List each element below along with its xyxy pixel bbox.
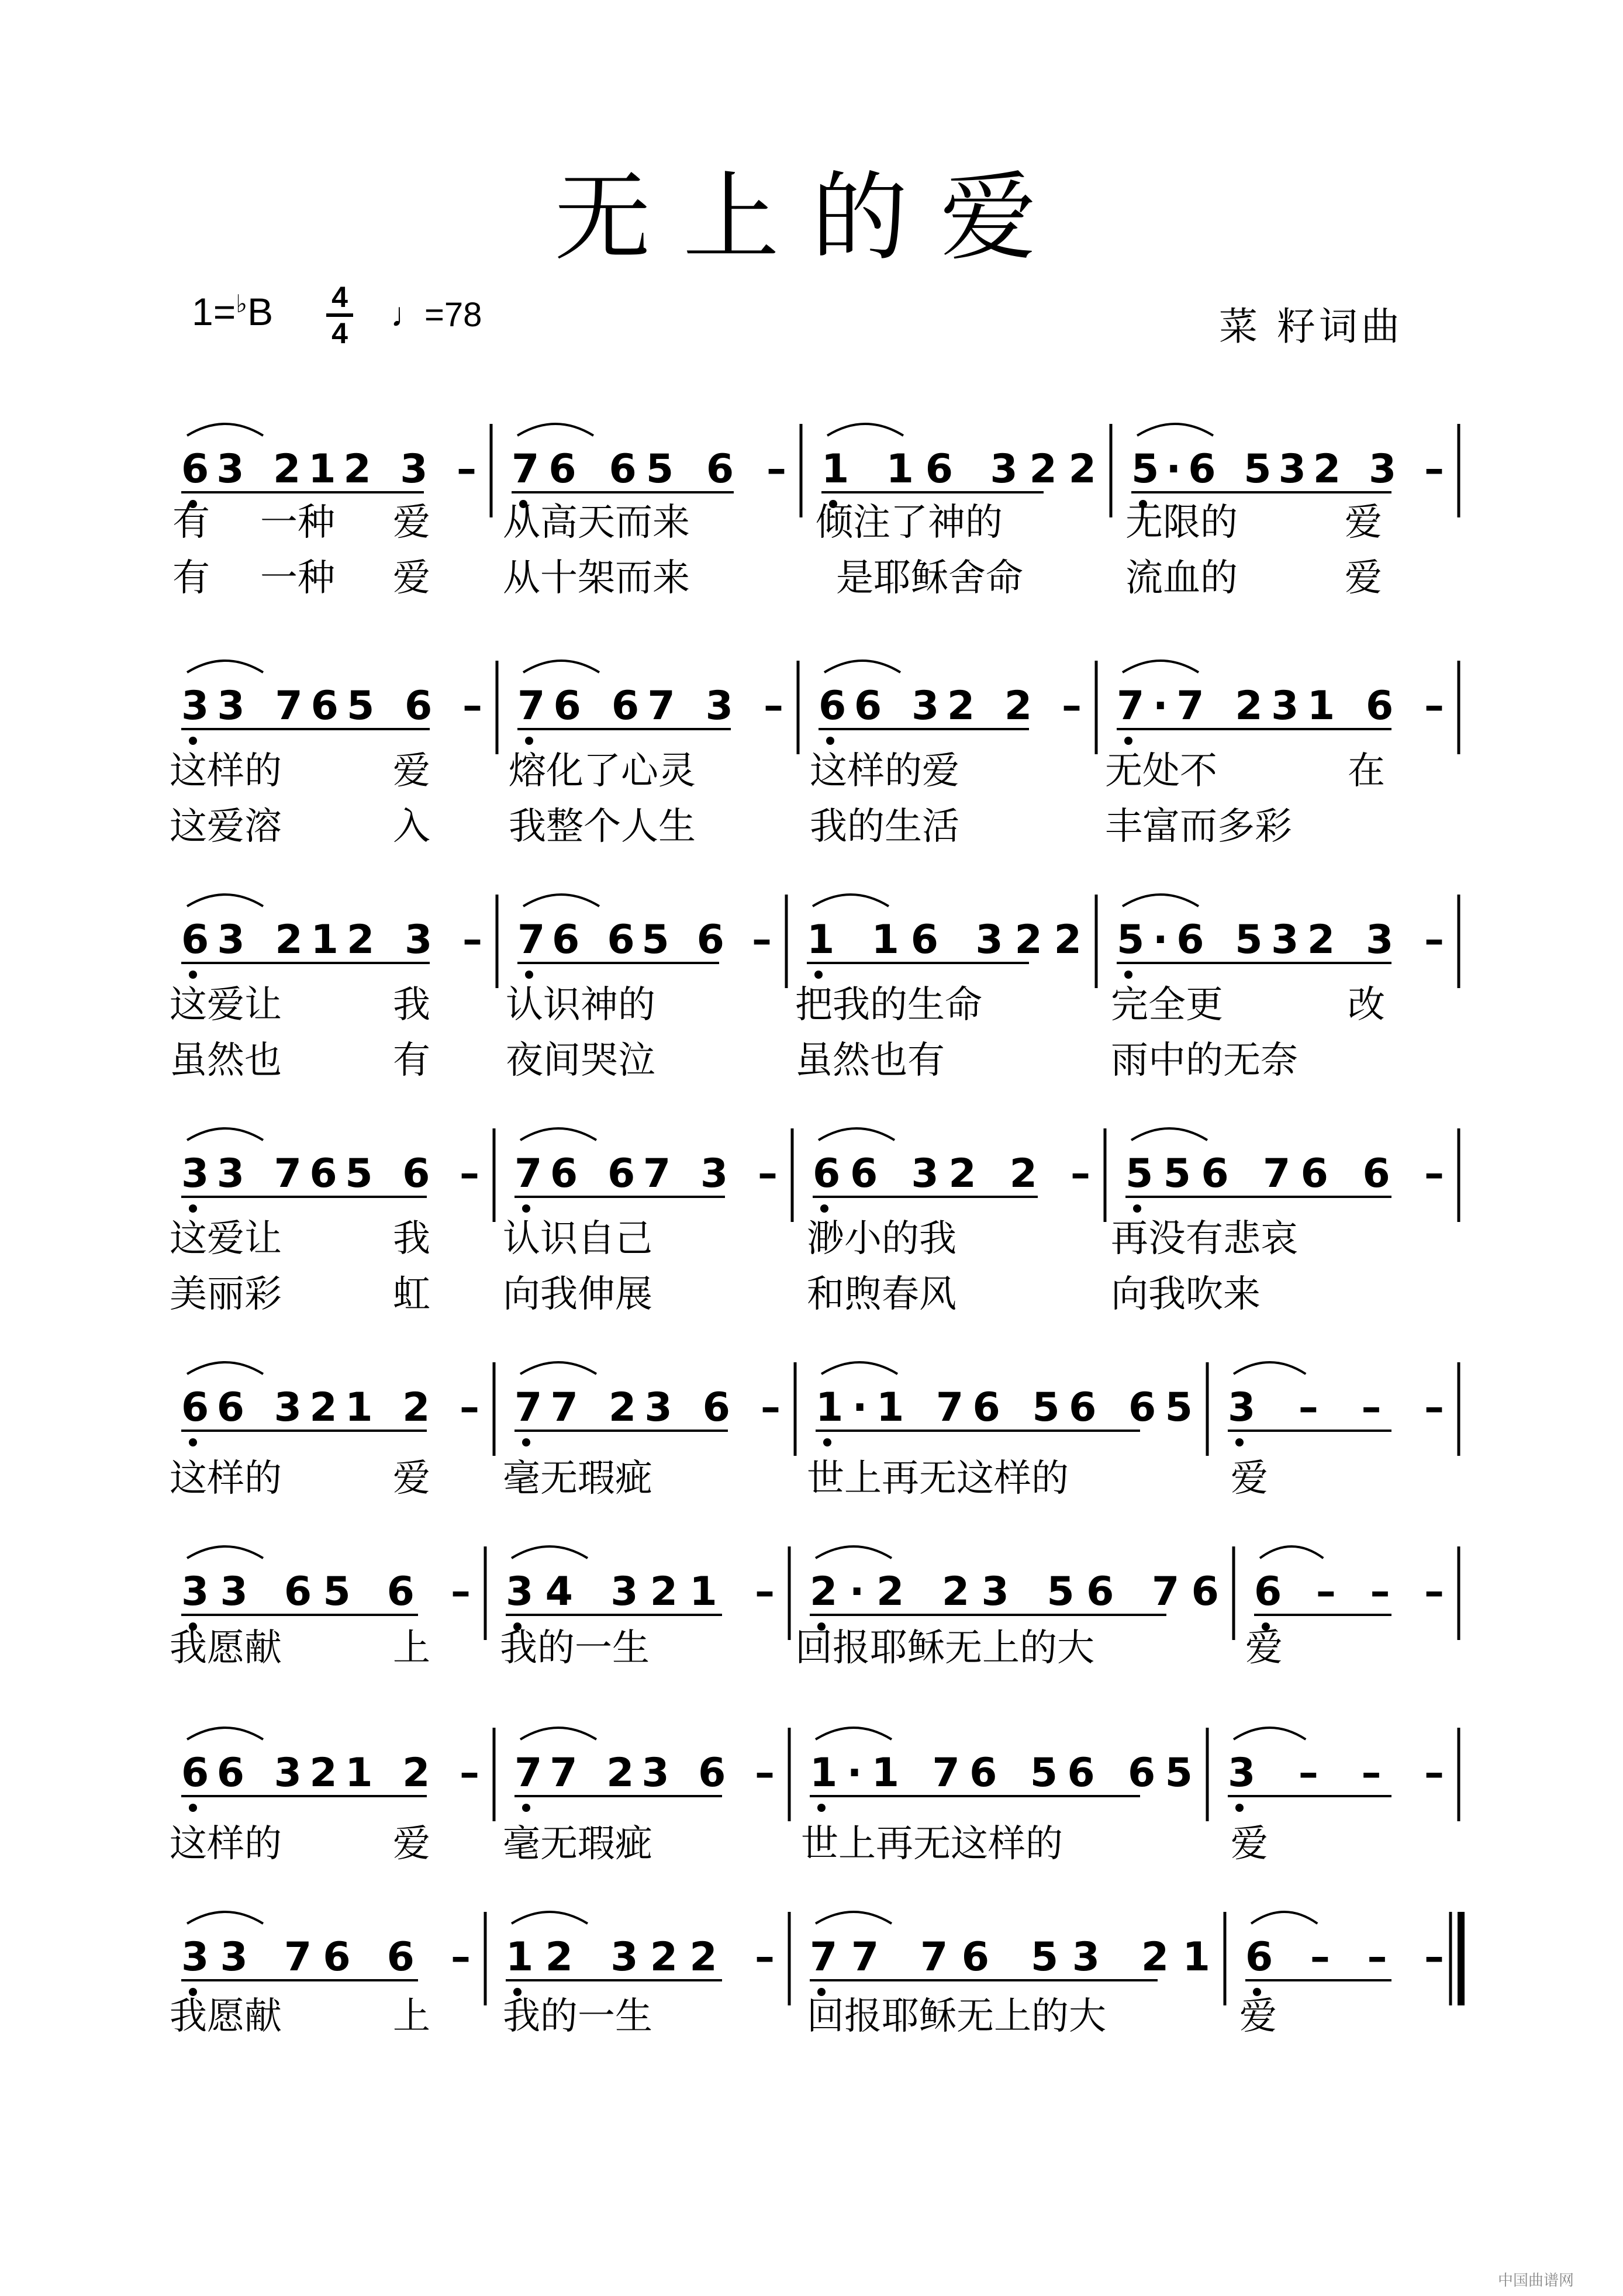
lyric-word: 有 (172, 557, 210, 600)
slur-arc (813, 895, 889, 906)
slur-arc (821, 1362, 897, 1374)
lyric-word: 向我吹来 (1111, 1273, 1261, 1316)
time-signature-top: 4 (331, 281, 348, 313)
lyric-word: 我愿献 (170, 1995, 282, 2038)
lyric-word: 倾注了神的 (816, 501, 1003, 544)
lyric-word: 是耶稣舍命 (836, 557, 1023, 600)
slur-arc (1131, 1128, 1207, 1140)
lyric-word: 爱 (393, 501, 430, 544)
octave-dot (823, 1438, 831, 1446)
octave-dot (525, 971, 533, 979)
lyric-word: 爱 (1345, 557, 1382, 600)
measure-notes: 76 67 3 – (514, 1151, 778, 1197)
octave-dot (525, 737, 533, 745)
key-note: B (247, 290, 274, 333)
octave-dot (189, 971, 197, 979)
lyric-word: 世上再无这样的 (801, 1822, 1063, 1866)
lyric-word: 这样的 (170, 1822, 282, 1866)
slur-arc (523, 895, 599, 906)
slur-arc (187, 1728, 263, 1739)
lyric-word: 我的一生 (500, 1627, 650, 1670)
lyric-word: 雨中的无奈 (1111, 1039, 1298, 1082)
slur-arc (512, 1912, 588, 1924)
measure-notes: 12 322 – (506, 1934, 775, 1980)
lyric-word: 爱 (1245, 1627, 1283, 1670)
slur-arc (187, 424, 263, 436)
measure-notes: 66 32 2 – (819, 683, 1082, 729)
lyric-word: 认识自己 (503, 1217, 652, 1261)
lyric-word: 虽然也有 (795, 1039, 945, 1082)
measure-notes: 66 321 2 – (181, 1750, 479, 1796)
lyric-word: 无处不 (1105, 750, 1217, 793)
lyric-word: 这样的爱 (810, 750, 959, 793)
lyric-word: 我 (393, 983, 430, 1027)
tempo-marking: ♩=78 (391, 296, 482, 334)
octave-dot (1124, 971, 1132, 979)
measure-notes: 34 321 – (506, 1569, 775, 1615)
measure-notes: 33 765 6 – (181, 1151, 479, 1197)
measure-notes: 76 67 3 – (517, 683, 783, 729)
octave-dot (189, 1438, 197, 1446)
measure-notes: 77 76 53 21 (810, 1934, 1210, 1980)
slur-arc (187, 1362, 263, 1374)
slur-arc (187, 1128, 263, 1140)
octave-dot (1235, 1438, 1244, 1446)
lyric-word: 爱 (1345, 501, 1382, 544)
slur-arc (819, 1128, 895, 1140)
measure-notes: 3 – – – (1228, 1384, 1444, 1431)
lyric-word: 夜间哭泣 (506, 1039, 655, 1082)
measure-notes: 1 16 322 (821, 446, 1096, 492)
measure-notes: 66 32 2 – (813, 1151, 1090, 1197)
lyric-word: 上 (393, 1995, 430, 2038)
slur-arc (187, 895, 263, 906)
slur-arc (517, 424, 593, 436)
slur-arc (187, 1546, 263, 1558)
measure-notes: 1·1 76 56 65 (810, 1750, 1193, 1796)
lyric-word: 毫无瑕疵 (503, 1822, 652, 1866)
octave-dot (189, 1204, 197, 1213)
slur-arc (816, 1728, 892, 1739)
lyric-word: 这样的 (170, 1457, 282, 1500)
lyric-word: 回报耶稣无上的大 (795, 1627, 1094, 1670)
lyric-word: 我愿献 (170, 1627, 282, 1670)
octave-dot (1133, 1204, 1141, 1213)
measure-notes: 7·7 231 6 – (1117, 683, 1444, 729)
octave-dot (189, 737, 197, 745)
octave-dot (1124, 737, 1132, 745)
slur-arc (1123, 895, 1199, 906)
lyric-word: 从十架而来 (503, 557, 690, 600)
measure-notes: 1·1 76 56 65 (816, 1384, 1193, 1431)
lyric-word: 一种 (260, 501, 335, 544)
composer-credit: 菜 籽词曲 (1219, 304, 1403, 349)
lyric-word: 爱 (393, 1457, 430, 1500)
octave-dot (826, 737, 834, 745)
measure-notes: 3 – – – (1228, 1750, 1444, 1796)
lyric-word: 我的生活 (810, 805, 959, 848)
lyric-word: 我 (393, 1217, 430, 1261)
watermark: 中国曲谱网 (1498, 2272, 1574, 2290)
measure-notes: 76 65 6 – (517, 917, 772, 963)
measure-notes: 63 212 3 – (181, 446, 476, 492)
octave-dot (820, 1204, 828, 1213)
slur-arc (1234, 1362, 1306, 1374)
lyric-word: 一种 (260, 557, 335, 600)
slur-arc (1137, 424, 1213, 436)
lyric-word: 渺小的我 (807, 1217, 956, 1261)
slur-arc (1260, 1546, 1323, 1558)
slur-arc (827, 424, 903, 436)
lyric-word: 从高天而来 (503, 501, 690, 544)
slur-arc (520, 1362, 596, 1374)
lyric-word: 虽然也 (170, 1039, 282, 1082)
slur-arc (1123, 661, 1199, 672)
lyric-word: 入 (393, 805, 430, 848)
measure-notes: 6 – – – (1254, 1569, 1444, 1615)
lyric-word: 我整个人生 (509, 805, 696, 848)
slur-arc (523, 661, 599, 672)
lyric-word: 爱 (1239, 1995, 1277, 2038)
key-prefix: 1= (192, 290, 236, 333)
lyric-word: 爱 (1231, 1822, 1268, 1866)
lyric-word: 爱 (1231, 1457, 1268, 1500)
lyric-word: 熔化了心灵 (509, 750, 696, 793)
lyric-word: 无限的 (1125, 501, 1238, 544)
lyric-word: 认识神的 (506, 983, 655, 1027)
measure-notes: 63 212 3 – (181, 917, 482, 963)
lyric-word: 和煦春风 (807, 1273, 956, 1316)
time-signature-bottom: 4 (331, 317, 348, 350)
octave-dot (522, 1204, 530, 1213)
slur-arc (512, 1546, 588, 1558)
lyric-word: 在 (1348, 750, 1385, 793)
lyric-word: 这爱让 (170, 983, 282, 1027)
lyric-word: 丰富而多彩 (1105, 805, 1292, 848)
slur-arc (1234, 1728, 1306, 1739)
lyric-word: 回报耶稣无上的大 (807, 1995, 1106, 2038)
lyric-word: 爱 (393, 750, 430, 793)
lyric-word: 再没有悲哀 (1111, 1217, 1298, 1261)
measure-notes: 2·2 23 56 76 (810, 1569, 1219, 1615)
song-title: 无上的爱 (554, 161, 1069, 274)
lyric-word: 这爱溶 (170, 805, 282, 848)
octave-dot (1235, 1804, 1244, 1812)
slur-arc (816, 1546, 892, 1558)
lyric-word: 向我伸展 (503, 1273, 652, 1316)
lyric-word: 爱 (393, 1822, 430, 1866)
measure-notes: 77 23 6 – (514, 1750, 775, 1796)
slur-arc (816, 1912, 892, 1924)
measure-notes: 1 16 322 (807, 917, 1082, 963)
octave-dot (189, 1804, 197, 1812)
measure-notes: 5·6 532 3 – (1131, 446, 1444, 492)
octave-dot (817, 1804, 826, 1812)
lyric-word: 流血的 (1125, 557, 1238, 600)
lyric-word: 我的一生 (503, 1995, 652, 2038)
octave-dot (522, 1438, 530, 1446)
lyric-word: 完全更 (1111, 983, 1223, 1027)
slur-arc (520, 1728, 596, 1739)
measure-notes: 33 765 6 – (181, 683, 482, 729)
flat-symbol: ♭ (236, 290, 248, 317)
measure-notes: 556 76 6 – (1125, 1151, 1444, 1197)
lyric-word: 有 (393, 1039, 430, 1082)
measure-notes: 33 65 6 – (181, 1569, 471, 1615)
measure-notes: 33 76 6 – (181, 1934, 471, 1980)
lyric-word: 这样的 (170, 750, 282, 793)
lyric-word: 这爱让 (170, 1217, 282, 1261)
measure-notes: 76 65 6 – (512, 446, 786, 492)
lyric-word: 爱 (393, 557, 430, 600)
slur-arc (520, 1128, 596, 1140)
lyric-word: 有 (172, 501, 210, 544)
lyric-word: 美丽彩 (170, 1273, 282, 1316)
lyric-word: 毫无瑕疵 (503, 1457, 652, 1500)
lyric-word: 把我的生命 (795, 983, 982, 1027)
measure-notes: 5·6 532 3 – (1117, 917, 1444, 963)
slur-arc (187, 661, 263, 672)
slur-arc (824, 661, 900, 672)
octave-dot (522, 1804, 530, 1812)
lyric-word: 改 (1348, 983, 1385, 1027)
measure-notes: 77 23 6 – (514, 1384, 781, 1431)
measure-notes: 6 – – – (1245, 1934, 1444, 1980)
slur-arc (187, 1912, 263, 1924)
measure-notes: 66 321 2 – (181, 1384, 479, 1431)
lyric-word: 世上再无这样的 (807, 1457, 1069, 1500)
lyric-word: 上 (393, 1627, 430, 1670)
octave-dot (814, 971, 823, 979)
slur-arc (1251, 1912, 1317, 1924)
lyric-word: 虹 (393, 1273, 430, 1316)
